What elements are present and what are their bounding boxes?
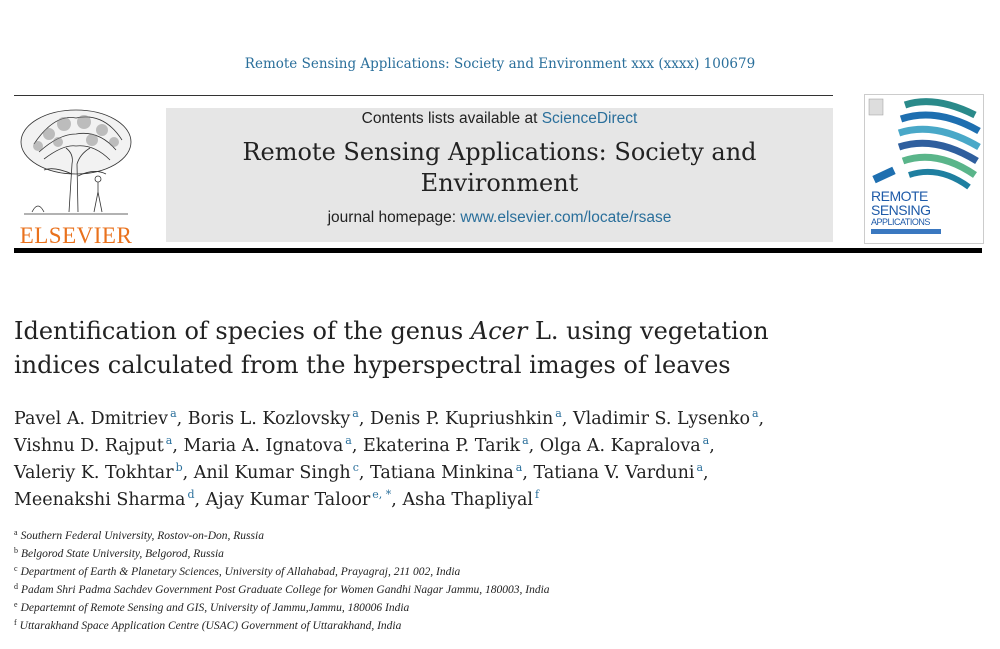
affiliation-label: c xyxy=(14,564,18,573)
title-text: L. using vegetation xyxy=(527,317,769,345)
author-separator: , xyxy=(561,409,573,429)
author-name: Vishnu D. Rajput xyxy=(14,436,164,456)
affiliation-item xyxy=(14,617,974,635)
affiliation-marker-link[interactable]: a xyxy=(555,407,562,420)
elsevier-wordmark: ELSEVIER xyxy=(19,223,133,248)
cover-artwork xyxy=(865,95,983,191)
affiliation-label: b xyxy=(14,546,18,555)
author-separator: , xyxy=(522,463,534,483)
journal-banner xyxy=(166,108,833,242)
author-separator: , xyxy=(182,463,194,483)
article-title-line1 xyxy=(14,314,914,348)
author-separator: , xyxy=(703,463,709,483)
author-separator: , xyxy=(351,436,363,456)
journal-title-line2: Environment xyxy=(420,169,579,197)
affiliation-label: d xyxy=(14,582,18,591)
cover-title-line2: SENSING xyxy=(871,202,931,218)
cover-subtitle-band xyxy=(871,229,941,234)
journal-homepage-link[interactable]: www.elsevier.com/locate/rsase xyxy=(460,209,672,226)
author-name: Boris L. Kozlovsky xyxy=(187,409,351,429)
affiliation-marker-link[interactable]: a xyxy=(751,407,759,420)
affiliation-marker-link[interactable]: a xyxy=(696,461,704,474)
affiliation-text: Departemnt of Remote Sensing and GIS, University of Jammu,Jammu, 180006 India xyxy=(20,602,410,614)
affiliation-item xyxy=(14,581,974,599)
affiliation-text: Southern Federal University, Rostov-on-Don, Russia xyxy=(20,530,264,542)
header-thick-divider xyxy=(14,248,982,253)
affiliation-marker-link[interactable]: a xyxy=(170,407,177,420)
affiliation-marker-link[interactable]: a xyxy=(522,434,529,447)
top-divider xyxy=(14,95,833,96)
author-name: Meenakshi Sharma xyxy=(14,490,186,510)
author-name: Anil Kumar Singh xyxy=(193,463,351,483)
affiliation-label: a xyxy=(14,528,18,537)
affiliation-item xyxy=(14,545,974,563)
title-text: Identification of species of the genus xyxy=(14,317,471,345)
affiliation-marker-link[interactable]: d xyxy=(187,488,195,501)
author-separator: , xyxy=(391,490,403,510)
affiliation-marker-link[interactable]: b xyxy=(175,461,183,474)
author-list xyxy=(14,406,974,514)
sciencedirect-link[interactable]: ScienceDirect xyxy=(541,110,638,127)
contents-line xyxy=(166,110,833,128)
author-name: Ajay Kumar Taloor xyxy=(205,490,371,510)
affiliation-item xyxy=(14,527,974,545)
title-genus: Acer xyxy=(470,317,528,345)
affiliation-text: Department of Earth & Planetary Sciences, University of Allahabad, Prayagraj, 211 002, India xyxy=(20,566,461,578)
affiliation-text: Belgorod State University, Belgorod, Russia xyxy=(21,548,224,560)
author-name: Maria A. Ignatova xyxy=(183,436,344,456)
author-name: Olga A. Kapralova xyxy=(539,436,701,456)
cover-title-line1: REMOTE xyxy=(871,188,928,204)
journal-title xyxy=(166,137,833,199)
article-title-line2: indices calculated from the hyperspectral images of leaves xyxy=(14,351,731,379)
affiliation-item xyxy=(14,563,974,581)
author-separator: , xyxy=(194,490,206,510)
author-name: Pavel A. Dmitriev xyxy=(14,409,169,429)
author-separator: , xyxy=(758,409,765,429)
author-name: Denis P. Kupriushkin xyxy=(369,409,554,429)
author-name: Ekaterina P. Tarik xyxy=(362,436,521,456)
journal-title-line1: Remote Sensing Applications: Society and xyxy=(242,138,757,166)
journal-cover-thumbnail[interactable] xyxy=(864,94,984,244)
author-name: Asha Thapliyal xyxy=(402,490,534,510)
author-separator: , xyxy=(176,409,188,429)
affiliation-list xyxy=(14,527,974,635)
author-separator: , xyxy=(172,436,184,456)
affiliation-text: Padam Shri Padma Sachdev Government Post Graduate College for Women Gandhi Nagar Jammu, 180003, India xyxy=(21,584,550,596)
author-separator: , xyxy=(709,436,715,456)
affiliation-marker-link[interactable]: f xyxy=(535,488,540,501)
affiliation-marker-link[interactable]: a xyxy=(702,434,710,447)
homepage-line xyxy=(166,209,833,227)
affiliation-label: e xyxy=(14,600,18,609)
author-name: Vladimir S. Lysenko xyxy=(572,409,750,429)
cover-title-line3: APPLICATIONS xyxy=(871,217,930,227)
affiliation-label: f xyxy=(14,618,17,627)
affiliation-marker-link[interactable]: c xyxy=(352,461,359,474)
author-separator: , xyxy=(358,463,371,483)
author-name: Valeriy K. Tokhtar xyxy=(14,463,174,483)
author-separator: , xyxy=(528,436,540,456)
affiliation-marker-link[interactable]: e, * xyxy=(372,488,392,501)
affiliation-text: Uttarakhand Space Application Centre (USAC) Government of Uttarakhand, India xyxy=(19,620,402,632)
affiliation-marker-link[interactable]: a xyxy=(165,434,173,447)
author-name: Tatiana V. Varduni xyxy=(533,463,695,483)
contents-prefix: Contents lists available at xyxy=(361,110,542,127)
author-separator: , xyxy=(358,409,370,429)
homepage-prefix: journal homepage: xyxy=(327,209,461,226)
journal-citation[interactable]: Remote Sensing Applications: Society and Environment xxx (xxxx) 100679 xyxy=(244,56,756,72)
cover-title xyxy=(871,189,931,227)
affiliation-marker-link[interactable]: a xyxy=(352,407,359,420)
affiliation-item xyxy=(14,599,974,617)
article-title xyxy=(14,314,914,382)
affiliation-marker-link[interactable]: a xyxy=(515,461,523,474)
affiliation-marker-link[interactable]: a xyxy=(345,434,352,447)
author-name: Tatiana Minkina xyxy=(370,463,514,483)
